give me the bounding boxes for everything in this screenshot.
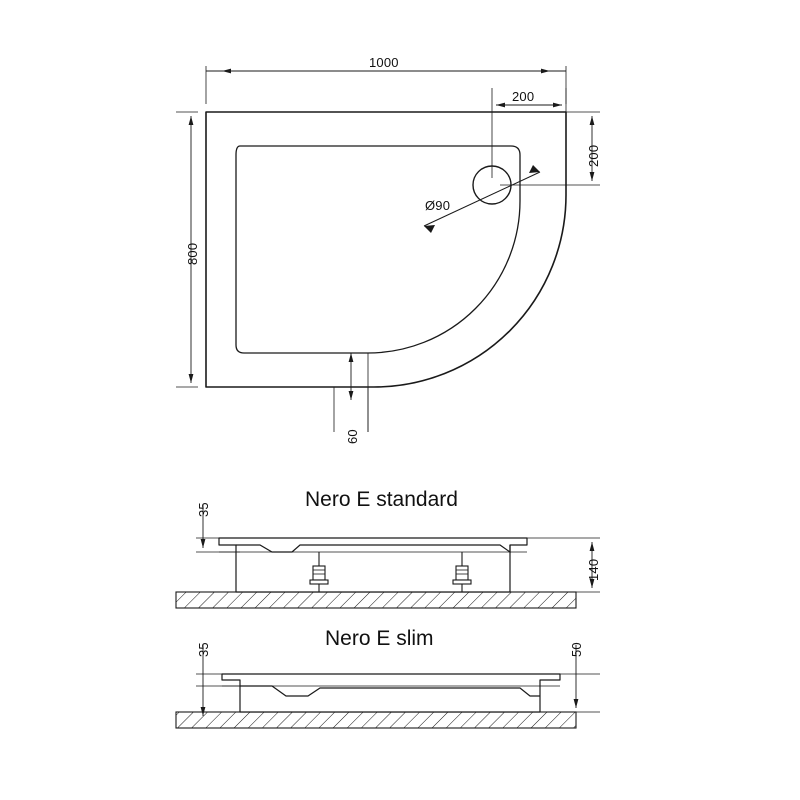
dim-label-standard-total-height: 140 (586, 558, 601, 581)
dim-label-drain-offset-y: 200 (586, 144, 601, 167)
plan-view-group (176, 66, 600, 432)
dim-label-flange-width: 60 (345, 429, 360, 444)
dim-label-slim-total-height: 50 (569, 642, 584, 657)
section-title-slim: Nero E slim (325, 627, 434, 650)
tray-profile-slim (222, 674, 560, 712)
floor-band-standard (176, 592, 576, 608)
tray-profile-standard (219, 538, 527, 592)
section-standard-group (176, 505, 600, 608)
dim-label-overall-depth: 800 (185, 242, 200, 265)
dim-label-standard-rim-height: 35 (196, 502, 211, 517)
section-title-standard: Nero E standard (305, 488, 458, 511)
dim-label-drain-offset-x: 200 (512, 89, 535, 104)
dim-label-overall-width: 1000 (369, 55, 399, 70)
section-slim-group (176, 645, 600, 728)
floor-band-slim (176, 712, 576, 728)
dim-label-slim-rim-height: 35 (196, 642, 211, 657)
dim-label-drain-diameter: Ø90 (425, 198, 451, 213)
